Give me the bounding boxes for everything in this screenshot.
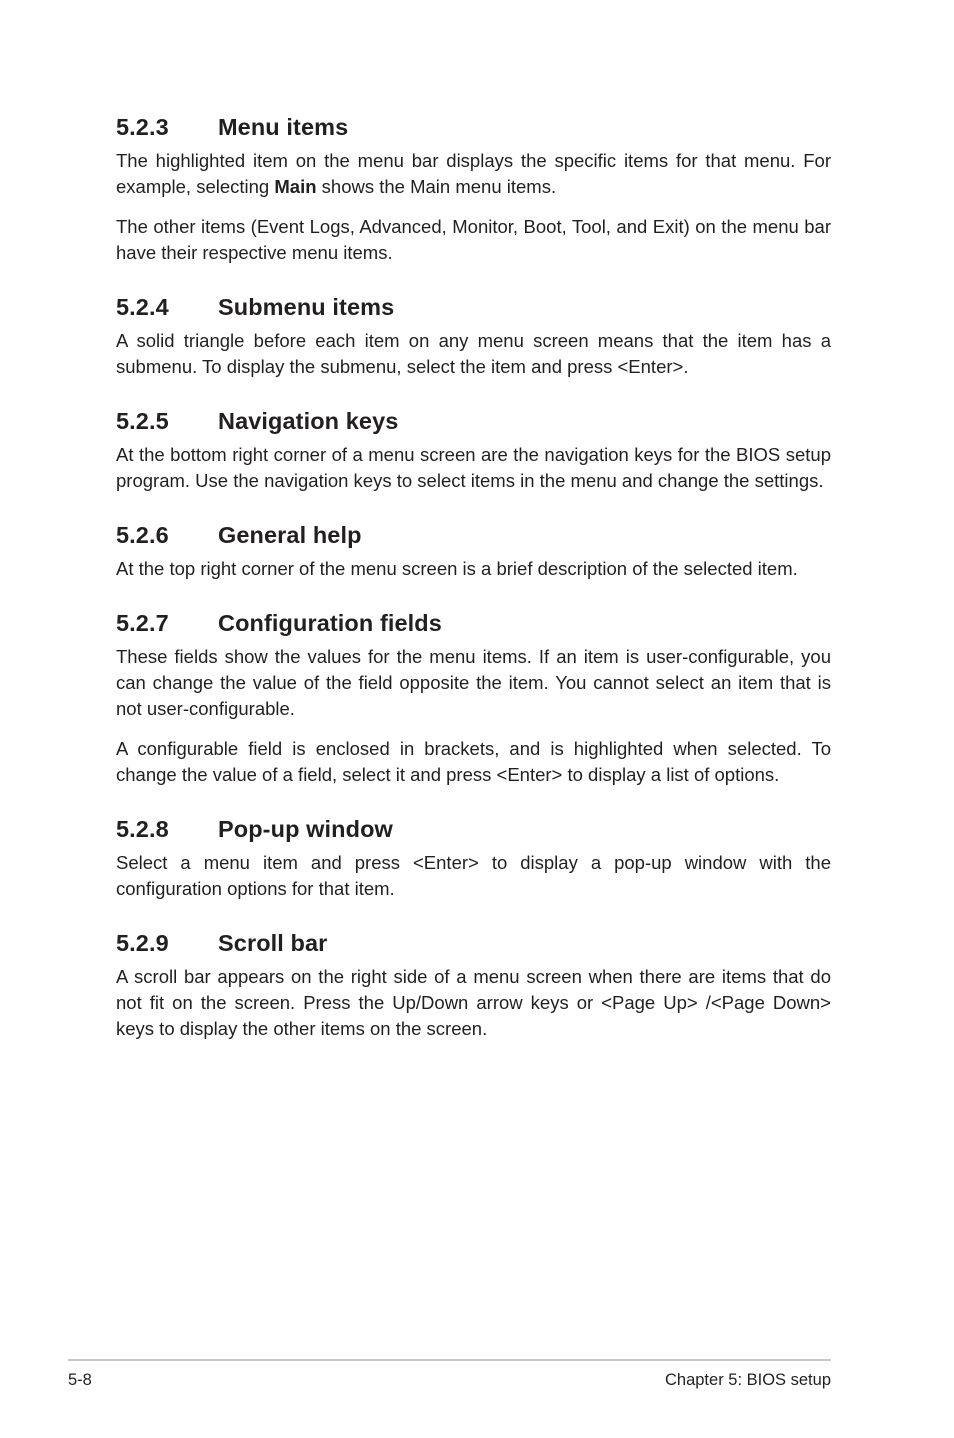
- section-heading: [116, 108, 831, 146]
- paragraph: These fields show the values for the menu items. If an item is user-configurable, you can change the value of the field opposite the item. You cannot select an item that is not user-configurable.: [116, 646, 831, 719]
- section-configuration-fields: [116, 604, 831, 788]
- page-number: 5-8: [68, 1371, 92, 1389]
- bold-term-main: Main: [274, 176, 317, 197]
- section-heading: [116, 924, 831, 962]
- section-number: 5.2.3: [116, 114, 169, 140]
- section-menu-items: [116, 108, 831, 266]
- section-heading: [116, 288, 831, 326]
- section-submenu-items: [116, 288, 831, 380]
- section-number: 5.2.5: [116, 408, 169, 434]
- section-scroll-bar: [116, 924, 831, 1042]
- section-title: Submenu items: [218, 294, 395, 320]
- paragraph-text: The highlighted item on the menu bar displays the specific items for that menu. For example, selecting: [116, 150, 831, 197]
- section-number: 5.2.9: [116, 930, 169, 956]
- section-number: 5.2.7: [116, 610, 169, 636]
- section-title: Navigation keys: [218, 408, 399, 434]
- section-number: 5.2.8: [116, 816, 169, 842]
- section-general-help: [116, 516, 831, 582]
- paragraph: A scroll bar appears on the right side of a menu screen when there are items that do not fit on the screen. Press the Up/Down arrow keys or <Page Up> /<Page Down> keys to display the other items on the screen.: [116, 966, 831, 1039]
- section-title: Scroll bar: [218, 930, 328, 956]
- section-title: Configuration fields: [218, 610, 442, 636]
- paragraph: A solid triangle before each item on any menu screen means that the item has a submenu. To display the submenu, select the item and press <Enter>.: [116, 330, 831, 377]
- section-pop-up-window: [116, 810, 831, 902]
- section-title: Menu items: [218, 114, 349, 140]
- section-number: 5.2.4: [116, 294, 169, 320]
- footer-divider: [68, 1359, 831, 1361]
- section-navigation-keys: [116, 402, 831, 494]
- document-body: [116, 108, 831, 1042]
- paragraph-text: shows the Main menu items.: [316, 176, 557, 197]
- section-number: 5.2.6: [116, 522, 169, 548]
- paragraph: A configurable field is enclosed in brackets, and is highlighted when selected. To change the value of a field, select it and press <Enter> to display a list of options.: [116, 738, 831, 785]
- section-title: General help: [218, 522, 362, 548]
- section-heading: [116, 516, 831, 554]
- paragraph: At the bottom right corner of a menu screen are the navigation keys for the BIOS setup program. Use the navigation keys to select items in the menu and change the settings.: [116, 444, 831, 491]
- section-heading: [116, 810, 831, 848]
- section-heading: [116, 402, 831, 440]
- paragraph: At the top right corner of the menu screen is a brief description of the selected item.: [116, 558, 798, 579]
- section-heading: [116, 604, 831, 642]
- section-title: Pop-up window: [218, 816, 393, 842]
- paragraph: Select a menu item and press <Enter> to display a pop-up window with the configuration options for that item.: [116, 852, 831, 899]
- chapter-title: Chapter 5: BIOS setup: [664, 1371, 831, 1389]
- paragraph: [116, 148, 831, 200]
- paragraph: The other items (Event Logs, Advanced, Monitor, Boot, Tool, and Exit) on the menu bar have their respective menu items.: [116, 216, 831, 263]
